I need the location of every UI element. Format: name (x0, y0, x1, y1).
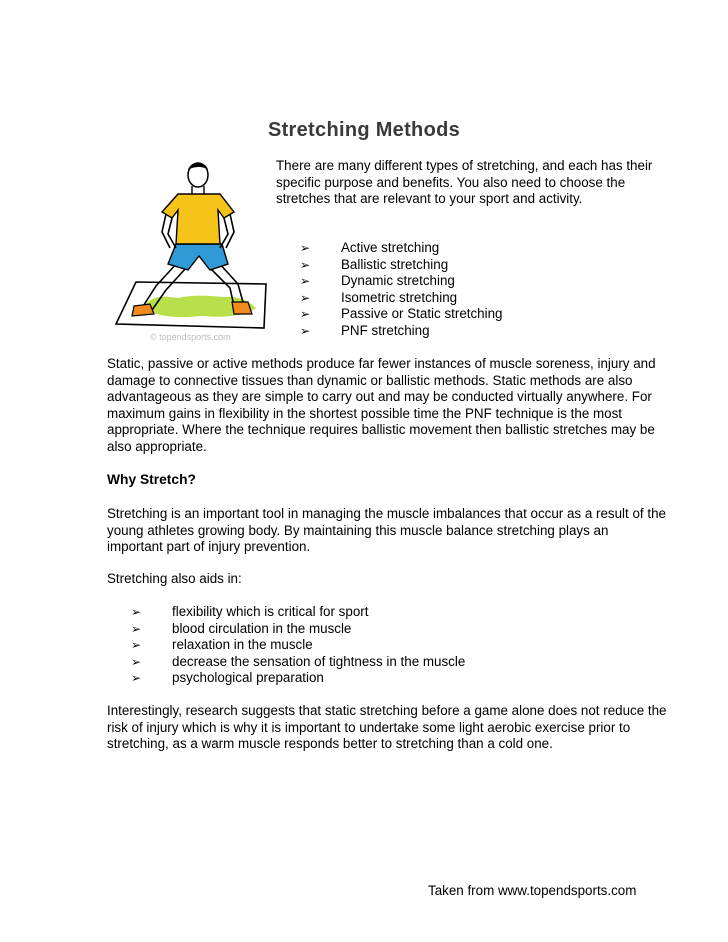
list-item: ➢ relaxation in the muscle (131, 637, 313, 652)
list-item: ➢ Active stretching (300, 240, 440, 255)
aids-intro-paragraph: Stretching also aids in: (107, 571, 242, 586)
arrow-bullet-icon: ➢ (300, 290, 311, 305)
arrow-bullet-icon: ➢ (300, 307, 311, 321)
shirt (162, 194, 234, 244)
intro-paragraph: There are many different types of stretching, and each has their specific purpose and benefits. You also need to choose the stretches that are relevant to your sport and activity. (276, 158, 653, 206)
list-item: ➢ Dynamic stretching (300, 273, 455, 288)
arrow-bullet-icon: ➢ (300, 274, 311, 288)
shorts (168, 244, 228, 270)
research-paragraph: Interestingly, research suggests that static stretching before a game alone does not reduce the risk of injury which is why it is important to undertake some light aerobic exercise prior to stretching, as a warm muscle responds better to stretching than a cold one. (107, 703, 667, 751)
list-item: ➢ PNF stretching (300, 322, 430, 338)
arrow-bullet-icon: ➢ (131, 654, 142, 669)
left-shoe (132, 304, 154, 316)
arrow-bullet-icon: ➢ (131, 605, 142, 619)
list-item: ➢ decrease the sensation of tightness in the muscle (131, 653, 466, 669)
page-title: Stretching Methods (267, 119, 461, 142)
arrow-bullet-icon: ➢ (131, 638, 142, 652)
illustration-watermark: © topendsports.com (150, 332, 231, 342)
arrow-bullet-icon: ➢ (300, 257, 311, 272)
why-stretch-paragraph: Stretching is an important tool in managing the muscle imbalances that occur as a result of the young athletes growing body. By maintaining this muscle balance stretching plays an important part of injury prevention. (107, 506, 666, 554)
list-item: ➢ psychological preparation (131, 670, 324, 685)
source-footer: Taken from www.topendsports.com (428, 883, 637, 898)
stretching-aids-list (131, 604, 465, 687)
arrow-bullet-icon: ➢ (300, 241, 311, 255)
list-item: ➢ Passive or Static stretching (300, 306, 503, 321)
arrow-bullet-icon: ➢ (300, 323, 311, 338)
arrow-bullet-icon: ➢ (131, 671, 142, 685)
stretching-athlete-illustration (106, 156, 276, 344)
methods-comparison-paragraph: Static, passive or active methods produce far fewer instances of muscle soreness, injury and damage to connective tissues than dynamic or ballistic methods. Static methods are also advantageous as they are simple to carry out and may be conducted virtually anywhere. For maximum gains in flexibility in the shortest possible time the PNF technique is the most appropriate. Where the technique requires ballistic movement then ballistic stretches may be also appropriate. (107, 356, 656, 454)
list-item: ➢ Ballistic stretching (300, 256, 449, 272)
arrow-bullet-icon: ➢ (131, 621, 142, 636)
why-stretch-heading: Why Stretch? (107, 472, 196, 487)
stretching-methods-list (300, 240, 503, 339)
list-item: ➢ flexibility which is critical for sport (131, 604, 369, 619)
list-item: ➢ Isometric stretching (300, 289, 458, 305)
list-item: ➢ blood circulation in the muscle (131, 620, 352, 636)
right-shoe (232, 302, 252, 314)
